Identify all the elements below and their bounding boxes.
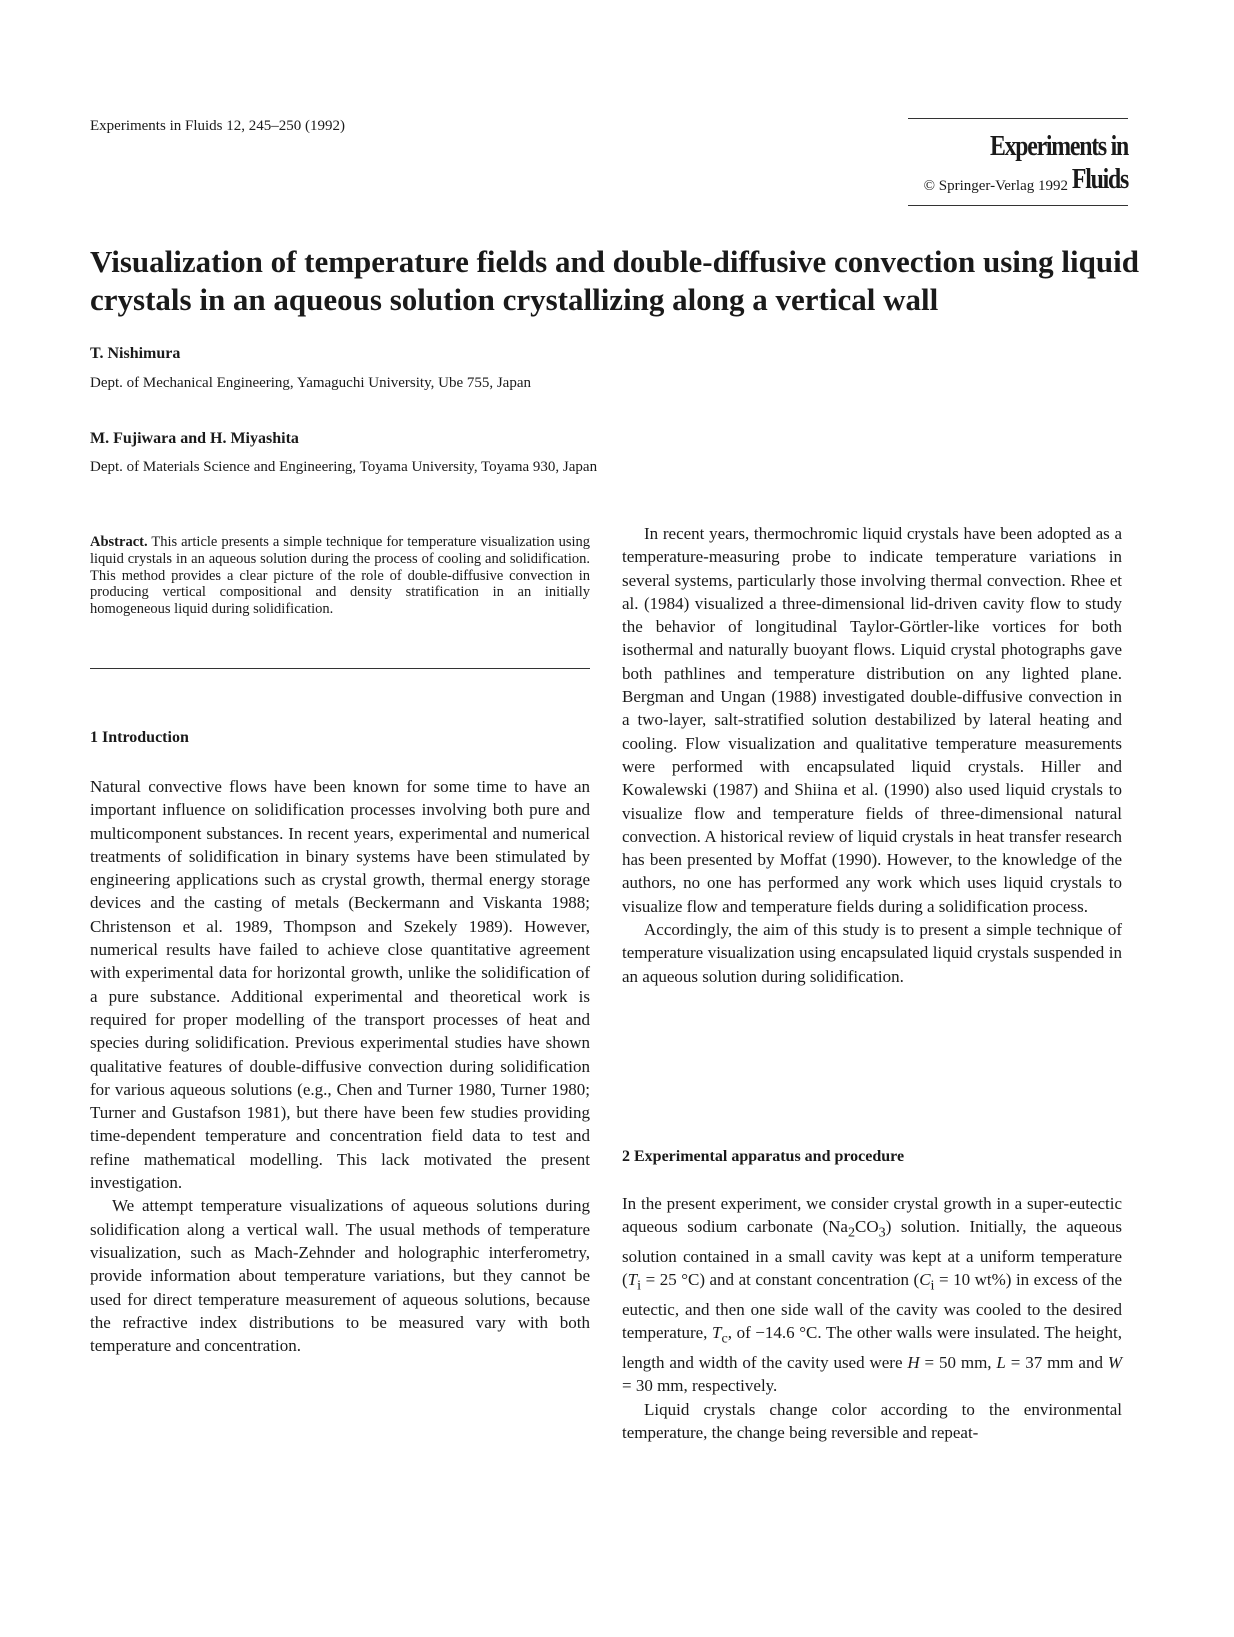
intro-paragraph-4: Accordingly, the aim of this study is to present a simple technique of temperature visualization using encapsulated liquid crystals suspended in an aqueous solution during solidification. [622,920,1122,986]
intro-paragraph-3: In recent years, thermochromic liquid crystals have been adopted as a temperature-measuring probe to indicate temperature variations in several systems, particularly those involving thermal convection. Rhee et al. (1984) visualized a three-dimensional lid-driven cavity flow to study the behavior of longitudinal Taylor-Görtler-like vortices for both isothermal and naturally buoyant flows. Liquid crystal photographs gave both pathlines and temperature distribution on any lighted plane. Bergman and Ungan (1988) investigated double-diffusive convection in a two-layer, salt-stratified solution destabilized by lateral heating and cooling. Flow visualization and qualitative temperature measurements were performed with encapsulated liquid crystals. Hiller and Kowalewski (1987) and Shiina et al. (1990) also used liquid crystals to visualize flow and temperature fields of three-dimensional natural convection. A historical review of liquid crystals in heat transfer research has been presented by Moffat (1990). However, to the knowledge of the authors, no one has performed any work which uses liquid crystals to visualize flow and temperature fields during a solidification process. [622,524,1122,916]
author-1: T. Nishimura [90,345,181,362]
section-heading-apparatus: 2 Experimental apparatus and procedure [622,1148,905,1165]
section-heading-introduction: 1 Introduction [90,729,189,746]
paper-title: Visualization of temperature fields and double-diffusive convection using liquid crystals in an aqueous solution crystallizing along a vertical wall [90,244,1139,317]
header-rule-top [908,118,1128,119]
author-2: M. Fujiwara and H. Miyashita [90,430,299,447]
header-rule-bottom [908,205,1128,206]
affiliation-2: Dept. of Materials Science and Engineering, Toyama University, Toyama 930, Japan [90,459,598,475]
abstract-rule [90,668,590,669]
copyright-notice: © Springer-Verlag 1992 [923,178,1068,194]
abstract-label: Abstract. [90,534,148,550]
left-column [90,775,590,1357]
right-column-top [622,522,1122,988]
journal-citation: Experiments in Fluids 12, 245–250 (1992) [90,118,345,134]
apparatus-paragraph-2: Liquid crystals change color according to the environmental temperature, the change being reversible and repeat- [622,1399,1122,1442]
intro-paragraph-1: Natural convective flows have been known for some time to have an important influence on solidification processes involving both pure and multicomponent substances. In recent years, experimental and numerical treatments of solidification in binary systems have been stimulated by engineering applications such as crystal growth, thermal energy storage devices and the casting of metals (Beckermann and Viskanta 1988; Christenson et al. 1989, Thompson and Szekely 1989). However, numerical results have failed to achieve close quantitative agreement with experimental data for horizontal growth, unlike the solidification of a pure substance. Additional experimental and theoretical work is required for proper modelling of the transport processes of heat and species during solidification. Previous experimental studies have shown qualitative features of double-diffusive convection during solidification for various aqueous solutions (e.g., Chen and Turner 1980, Turner 1980; Turner and Gustafson 1981), but there have been few studies providing time-dependent temperature and concentration field data to test and refine mathematical modelling. This lack motivated the present investigation. [90,777,590,1193]
abstract-text: This article presents a simple technique for temperature visualization using liquid crystals in an aqueous solution during the process of cooling and solidification. This method provides a clear picture of the role of double-diffusive convection in producing vertical compositional and density stratification in an initially homogeneous liquid during solidification. [90,534,590,618]
affiliation-1: Dept. of Mechanical Engineering, Yamaguchi University, Ube 755, Japan [90,375,531,391]
abstract [90,534,590,618]
intro-paragraph-2: We attempt temperature visualizations of aqueous solutions during solidification along a vertical wall. The usual methods of temperature visualization, such as Mach-Zehnder and holographic interferometry, provide information about temperature variations, but they cannot be used for direct temperature measurement of aqueous solutions, because the refractive index distributions to be measured vary with both temperature and concentration. [90,1196,590,1356]
journal-logo: Experiments in Fluids [989,130,1128,195]
apparatus-paragraph-1: In the present experiment, we consider crystal growth in a super-eutectic aqueous sodium carbonate $(Na_2CO_3)$ solution. Initially, the aqueous solution contained in a small cavity was kept at a uniform temperature ($T_i = 25$ °C) and at constant concentration ($C_i = 10$ wt%) in excess of the eutectic, and then one side wall of the cavity was cooled to the desired temperature, $T_c$, of −14.6 °C. The other walls were insulated. The height, length and width of the cavity used were H = 50 mm, L = 37 mm and W = 30 mm, respectively. [622,1194,1123,1396]
right-column-bottom [622,1192,1122,1444]
